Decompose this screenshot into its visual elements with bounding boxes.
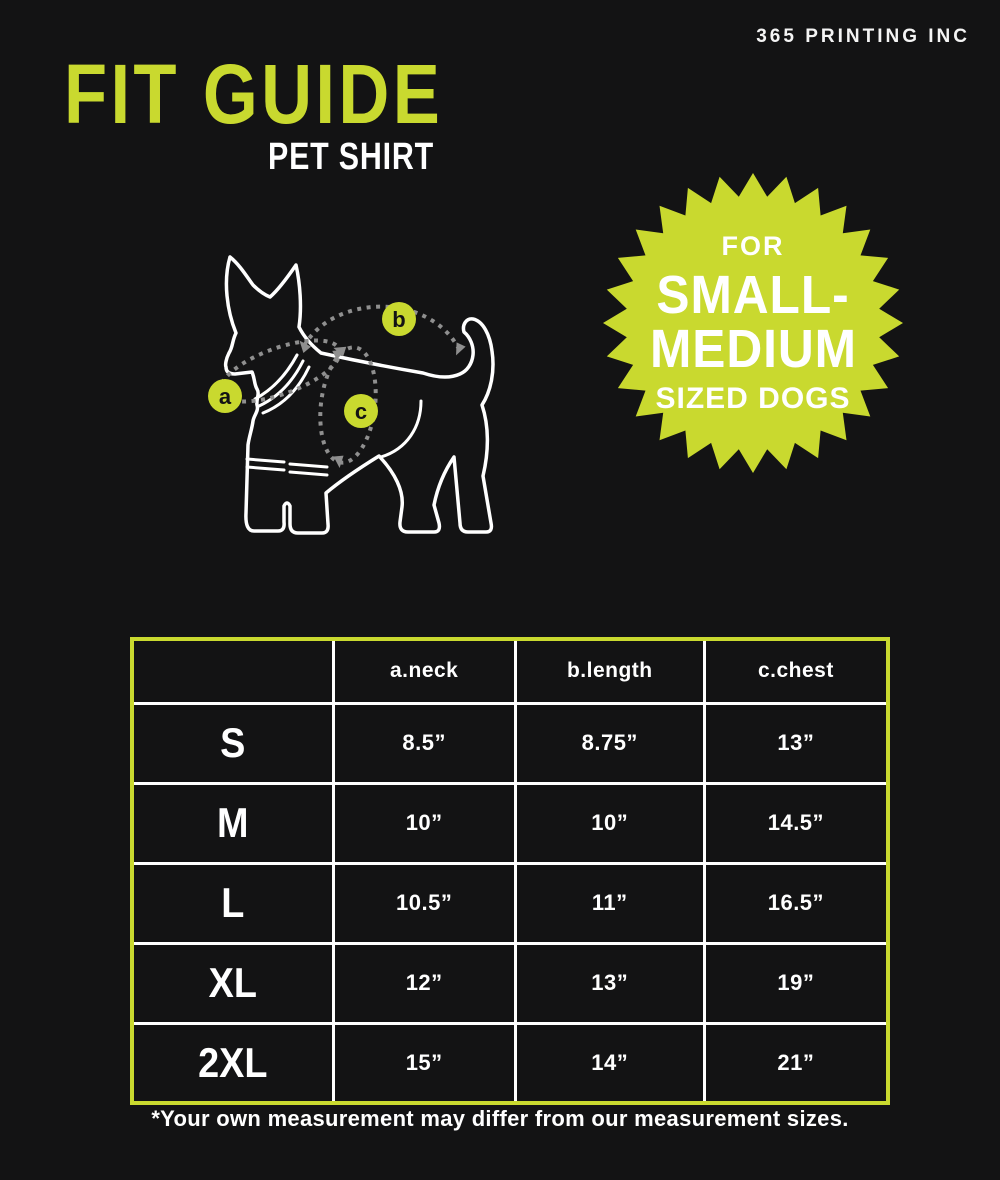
measure-point-b: [382, 302, 416, 336]
value-cell: 14”: [515, 1023, 704, 1103]
table-row: [132, 703, 888, 783]
arrowhead-icon: [452, 342, 466, 357]
value-cell: 8.75”: [515, 703, 704, 783]
column-header-chest: c.chest: [704, 639, 888, 703]
page-subtitle: PET SHIRT: [268, 136, 434, 178]
value-cell: 19”: [704, 943, 888, 1023]
column-header-size: [132, 639, 333, 703]
badge-line-medium: MEDIUM: [649, 318, 857, 379]
value-cell: 13”: [515, 943, 704, 1023]
badge-line-small: SMALL-: [656, 264, 850, 325]
measure-point-b-label: b: [392, 307, 406, 332]
column-header-length: b.length: [515, 639, 704, 703]
size-cell: S: [142, 703, 323, 783]
table-row: [132, 1023, 888, 1103]
value-cell: 8.5”: [333, 703, 515, 783]
size-cell: 2XL: [142, 1023, 323, 1103]
table-row: [132, 783, 888, 863]
column-header-neck: a.neck: [333, 639, 515, 703]
badge-line-sized-dogs: SIZED DOGS: [655, 381, 851, 415]
audience-badge-text: [598, 168, 908, 478]
value-cell: 10”: [515, 783, 704, 863]
audience-badge: [598, 168, 908, 478]
value-cell: 10.5”: [333, 863, 515, 943]
measure-point-c: [344, 394, 378, 428]
value-cell: 10”: [333, 783, 515, 863]
table-row: [132, 863, 888, 943]
size-cell: L: [142, 863, 323, 943]
shirt-collar-lines: [255, 355, 309, 413]
size-cell: XL: [142, 943, 323, 1023]
hind-leg-line: [381, 401, 421, 457]
measure-point-c-label: c: [354, 399, 368, 424]
measure-point-a: [208, 379, 242, 413]
value-cell: 16.5”: [704, 863, 888, 943]
measurement-disclaimer: *Your own measurement may differ from our measurement sizes.: [151, 1106, 849, 1131]
value-cell: 14.5”: [704, 783, 888, 863]
size-chart-table: [130, 637, 890, 1105]
value-cell: 11”: [515, 863, 704, 943]
page-title: FIT GUIDE: [64, 47, 444, 141]
table-header-row: [132, 639, 888, 703]
shirt-sleeve-cuffs: [247, 459, 327, 475]
dog-measurement-diagram: [183, 243, 513, 553]
value-cell: 12”: [333, 943, 515, 1023]
value-cell: 21”: [704, 1023, 888, 1103]
measure-point-a-label: a: [218, 384, 232, 409]
value-cell: 15”: [333, 1023, 515, 1103]
badge-line-for: FOR: [721, 230, 785, 261]
size-cell: M: [142, 783, 323, 863]
value-cell: 13”: [704, 703, 888, 783]
brand-name: 365 PRINTING INC: [756, 26, 970, 47]
table-row: [132, 943, 888, 1023]
